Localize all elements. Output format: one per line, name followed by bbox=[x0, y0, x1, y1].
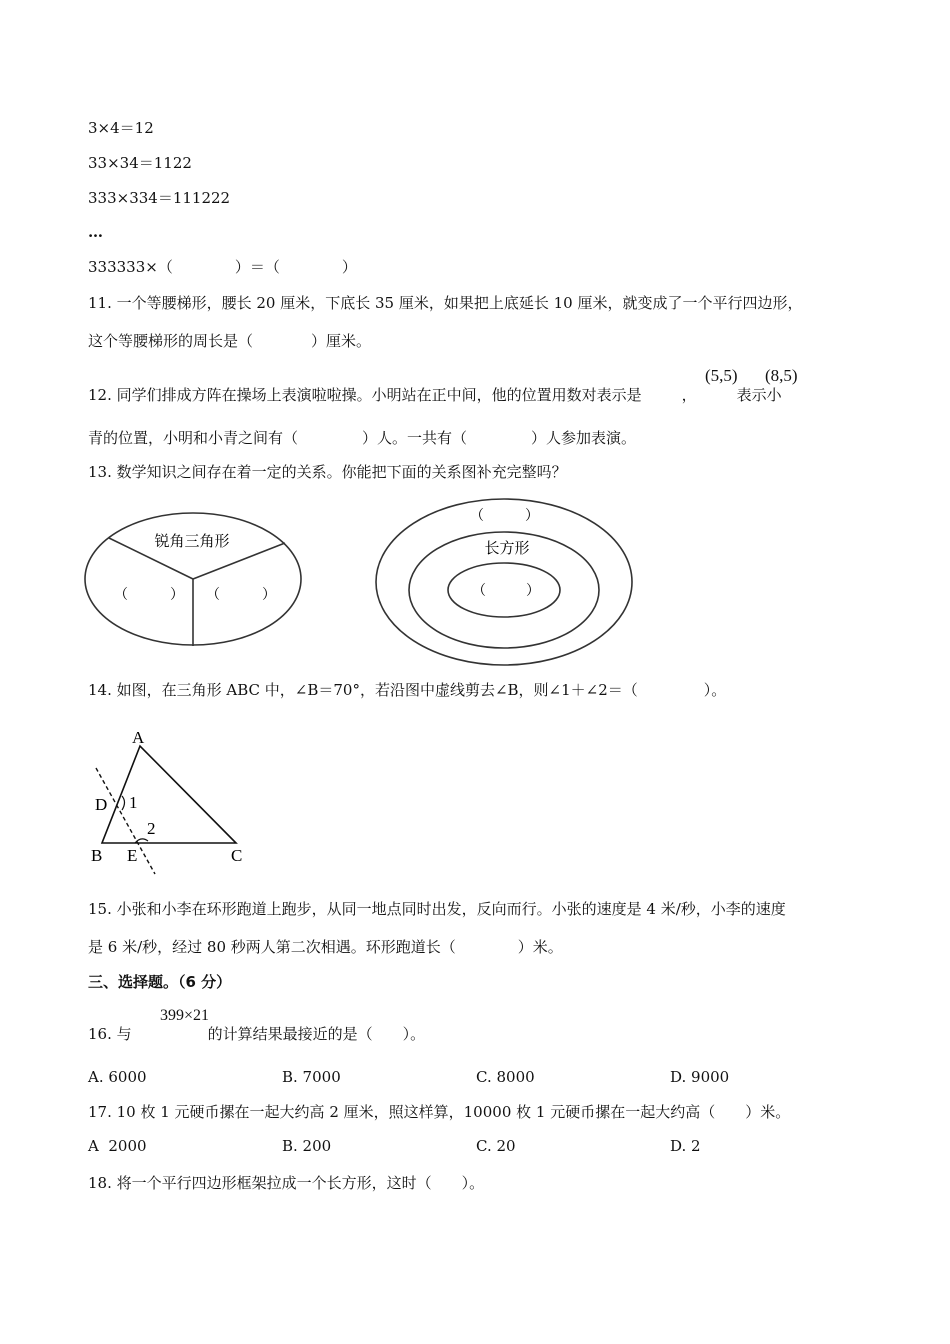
q11-line-1: 11. 一个等腰梯形，腰长 20 厘米，下底长 35 厘米，如果把上底延长 10 厘米，就变成了一个平行四边形， bbox=[88, 294, 803, 312]
q14-text: 14. 如图，在三角形 ABC 中，∠B＝70°，若沿图中虚线剪去∠B，则∠1＋∠2＝（ ）。 bbox=[88, 681, 727, 699]
pattern-ellipsis: … bbox=[88, 223, 103, 241]
q12-line-1: 12. 同学们排成方阵在操场上表演啦啦操。小明站在正中间，他的位置用数对表示是 ， 表示小 bbox=[88, 386, 782, 404]
pattern-line-3: 333×334＝111222 bbox=[88, 189, 231, 207]
blank-right-open: （ bbox=[206, 587, 220, 603]
q15-line-2: 是 6 米/秒，经过 80 秒两人第二次相遇。环形跑道长（ ）米。 bbox=[88, 938, 563, 956]
point-e-label: E bbox=[127, 846, 138, 865]
q13-text: 13. 数学知识之间存在着一定的关系。你能把下面的关系图补充完整吗？ bbox=[88, 463, 567, 481]
q16-text: 16. 与 的计算结果最接近的是（ ）。 bbox=[88, 1025, 426, 1043]
q16-expression: 399×21 bbox=[160, 1007, 210, 1024]
q17-option-a[interactable]: A 2000 bbox=[88, 1137, 147, 1155]
acute-triangle-label: 锐角三角形 bbox=[154, 532, 230, 550]
triangle-abc-figure bbox=[85, 722, 260, 880]
point-d-label: D bbox=[95, 795, 108, 814]
q17-text: 17. 10 枚 1 元硬币摞在一起大约高 2 厘米，照这样算，10000 枚 1 元硬币摞在一起大约高（ ）米。 bbox=[88, 1103, 791, 1121]
blank-right-close: ） bbox=[262, 587, 276, 603]
vertex-b-label: B bbox=[91, 846, 103, 865]
q16-option-d[interactable]: D. 9000 bbox=[670, 1068, 730, 1086]
q11-line-2: 这个等腰梯形的周长是（ ）厘米。 bbox=[88, 332, 372, 350]
q16-option-b[interactable]: B. 7000 bbox=[282, 1068, 341, 1086]
blank-left-open: （ bbox=[114, 587, 128, 603]
blank-left-close: ） bbox=[170, 587, 184, 603]
outer-blank-close: ） bbox=[525, 508, 539, 524]
q18-text: 18. 将一个平行四边形框架拉成一个长方形，这时（ ）。 bbox=[88, 1174, 485, 1192]
outer-blank-open: （ bbox=[470, 508, 484, 524]
q17-option-c[interactable]: C. 20 bbox=[476, 1137, 516, 1155]
q15-line-1: 15. 小张和小李在环形跑道上跑步，从同一地点同时出发，反向而行。小张的速度是 4 米/秒，小李的速度 bbox=[88, 900, 786, 918]
triangle-classification-diagram bbox=[80, 498, 320, 658]
pattern-line-2: 33×34＝1122 bbox=[88, 154, 192, 172]
rectangle-relation-diagram bbox=[370, 490, 640, 670]
q12-pair-xiaoqing: (8,5) bbox=[765, 366, 798, 385]
vertex-a-label: A bbox=[132, 728, 145, 747]
inner-blank-open: （ bbox=[472, 583, 486, 599]
inner-blank-close: ） bbox=[526, 583, 540, 599]
q16-option-c[interactable]: C. 8000 bbox=[476, 1068, 535, 1086]
pattern-line-4: 333333×（ ）＝（ ） bbox=[88, 258, 357, 276]
q12-line-2: 青的位置，小明和小青之间有（ ）人。一共有（ ）人参加表演。 bbox=[88, 429, 637, 447]
section-3-heading: 三、选择题。（6 分） bbox=[88, 973, 232, 991]
q17-option-d[interactable]: D. 2 bbox=[670, 1137, 701, 1155]
rectangle-label: 长方形 bbox=[484, 539, 530, 557]
q12-pair-xiaoming: (5,5) bbox=[705, 366, 738, 385]
vertex-c-label: C bbox=[231, 846, 243, 865]
angle-2-label: 2 bbox=[147, 819, 156, 838]
angle-1-label: 1 bbox=[129, 793, 138, 812]
q16-option-a[interactable]: A. 6000 bbox=[88, 1068, 147, 1086]
pattern-line-1: 3×4＝12 bbox=[88, 119, 154, 137]
q17-option-b[interactable]: B. 200 bbox=[282, 1137, 332, 1155]
